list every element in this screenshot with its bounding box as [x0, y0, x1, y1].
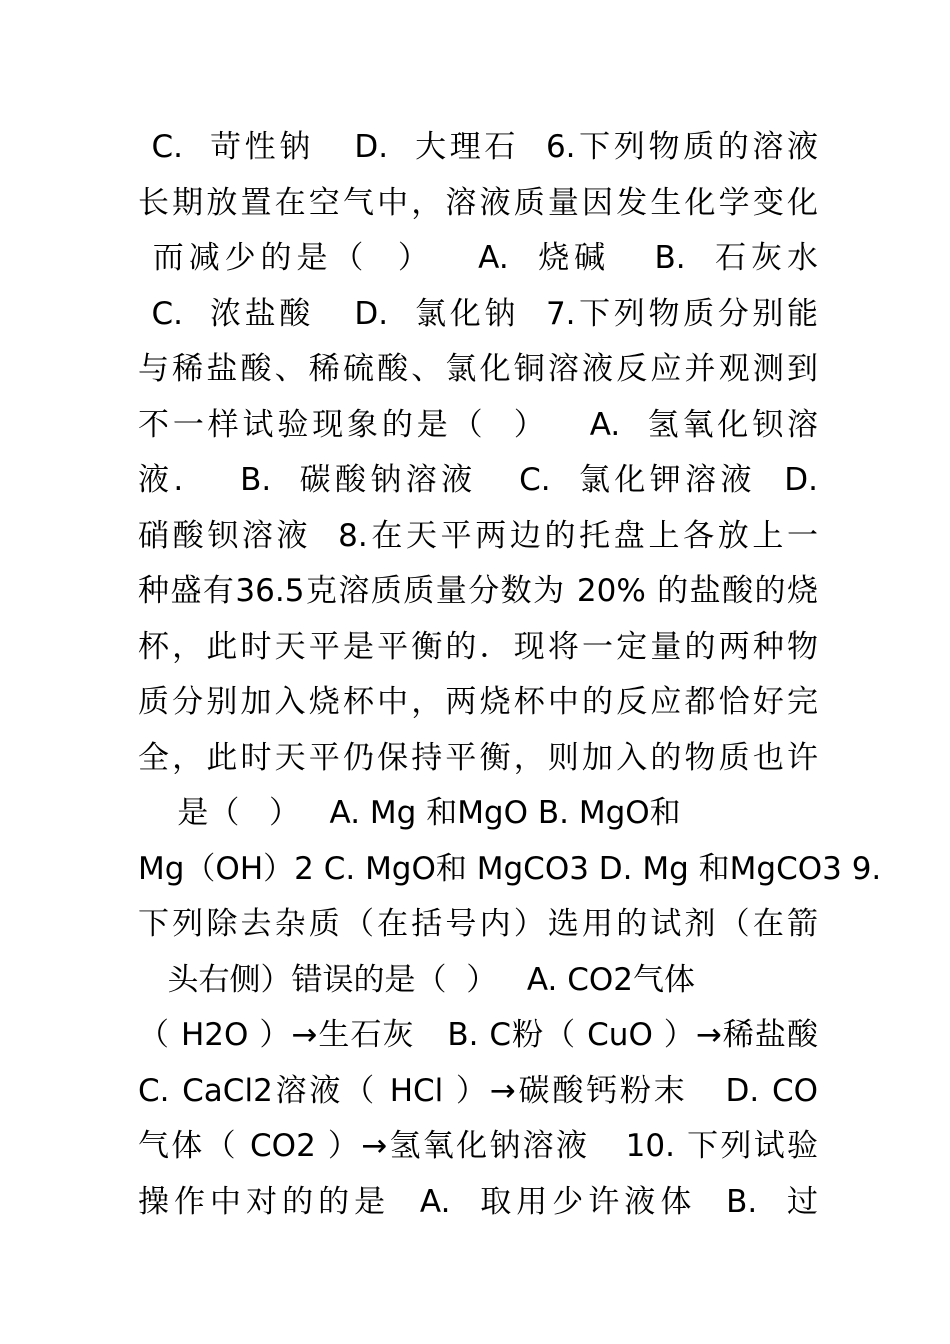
text-line-4: C. 浓盐酸 D. 氯化钠 7.下列物质分别能 — [138, 296, 818, 332]
text-line-2: 长期放置在空气中，溶液质量因发生化学变化 — [138, 185, 818, 221]
text-line-18: C. CaCl2溶液（ HCl ）→碳酸钙粉末 D. CO — [138, 1073, 818, 1109]
text-line-3: 而减少的是（ ） A. 烧碱 B. 石灰水 — [138, 240, 818, 276]
text-line-6: 不一样试验现象的是（ ） A. 氢氧化钡溶 — [138, 407, 818, 443]
text-line-10: 杯，此时天平是平衡的．现将一定量的两种物 — [138, 629, 818, 665]
text-line-13: 是（ ） A. Mg 和MgO B. MgO和 — [138, 795, 681, 831]
text-line-14: Mg（OH）2 C. MgO和 MgCO3 D. Mg 和MgCO3 9. — [138, 851, 882, 887]
text-line-9: 种盛有36.5克溶质质量分数为 20% 的盐酸的烧 — [138, 573, 818, 609]
text-line-16: 头右侧）错误的是（ ） A. CO2气体 — [138, 962, 695, 998]
text-line-20: 操作中对的的是 A. 取用少许液体 B. 过 — [138, 1184, 818, 1220]
text-line-12: 全，此时天平仍保持平衡，则加入的物质也许 — [138, 740, 818, 776]
text-line-11: 质分别加入烧杯中，两烧杯中的反应都恰好完 — [138, 684, 818, 720]
text-line-8: 硝酸钡溶液 8.在天平两边的托盘上各放上一 — [138, 518, 818, 554]
text-line-17: （ H2O ）→生石灰 B. C粉（ CuO ）→稀盐酸 — [138, 1017, 818, 1053]
text-line-7: 液. B. 碳酸钠溶液 C. 氯化钾溶液 D. — [138, 462, 818, 498]
text-line-5: 与稀盐酸、稀硫酸、氯化铜溶液反应并观测到 — [138, 351, 818, 387]
text-line-1: C. 苛性钠 D. 大理石 6.下列物质的溶液 — [138, 129, 818, 165]
text-line-15: 下列除去杂质（在括号内）选用的试剂（在箭 — [138, 906, 818, 942]
text-line-19: 气体（ CO2 ）→氢氧化钠溶液 10. 下列试验 — [138, 1128, 818, 1164]
